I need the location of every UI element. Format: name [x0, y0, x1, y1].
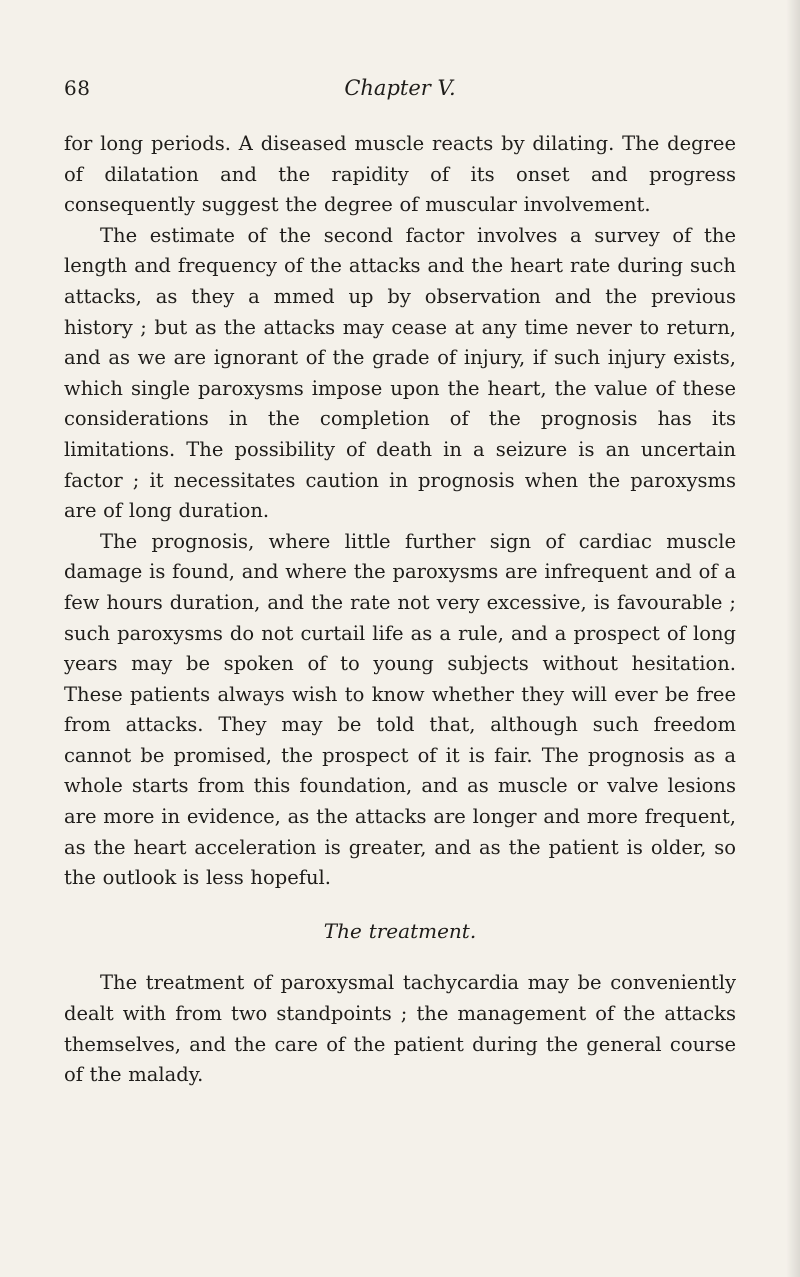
page-number: 68	[64, 76, 91, 100]
page-header	[64, 76, 736, 106]
paragraph-treatment: The treatment of paroxysmal tachycardia may be conveniently dealt with from two standpoints ; the management of the attacks themselves, and the care of the patient during the general course of the malady.	[64, 971, 736, 1087]
running-title: Chapter V.	[344, 76, 456, 100]
section-heading: The treatment.	[323, 918, 477, 943]
paragraph-second-factor: The estimate of the second factor involves a survey of the length and frequency of the attacks and the heart rate during such attacks, as they a mmed up by observation and the previous history ; but as the attacks may cease at any time never to return, and as we are ignorant of the grade of injury, if such injury exists, which single paroxysms impose upon the heart, the value of these considerations in the completion of the prognosis has its limitations. The possibility of death in a seizure is an uncertain factor ; it necessitates caution in prognosis when the paroxysms are of long duration.	[64, 223, 736, 523]
paragraph-continued: for long periods. A diseased muscle reacts by dilating. The degree of dilatation and the rapidity of its onset and progress consequently suggest the degree of muscular involvement.	[64, 132, 736, 217]
page-edge-shadow	[786, 0, 800, 1277]
paragraph-prognosis: The prognosis, where little further sign of cardiac muscle damage is found, and where the paroxysms are infrequent and of a few hours duration, and the rate not very excessive, is favourable ; such paroxysms do not curtail life as a rule, and a prospect of long years may be spoken of to young subjects without hesitation. These patients always wish to know whether they will ever be free from attacks. They may be told that, although such freedom cannot be promised, the prospect of it is fair. The prognosis as a whole starts from this foundation, and as muscle or valve lesions are more in evidence, as the attacks are longer and more frequent, as the heart acceleration is greater, and as the patient is older, so the outlook is less hopeful.	[64, 529, 736, 890]
body-text	[64, 129, 736, 1091]
